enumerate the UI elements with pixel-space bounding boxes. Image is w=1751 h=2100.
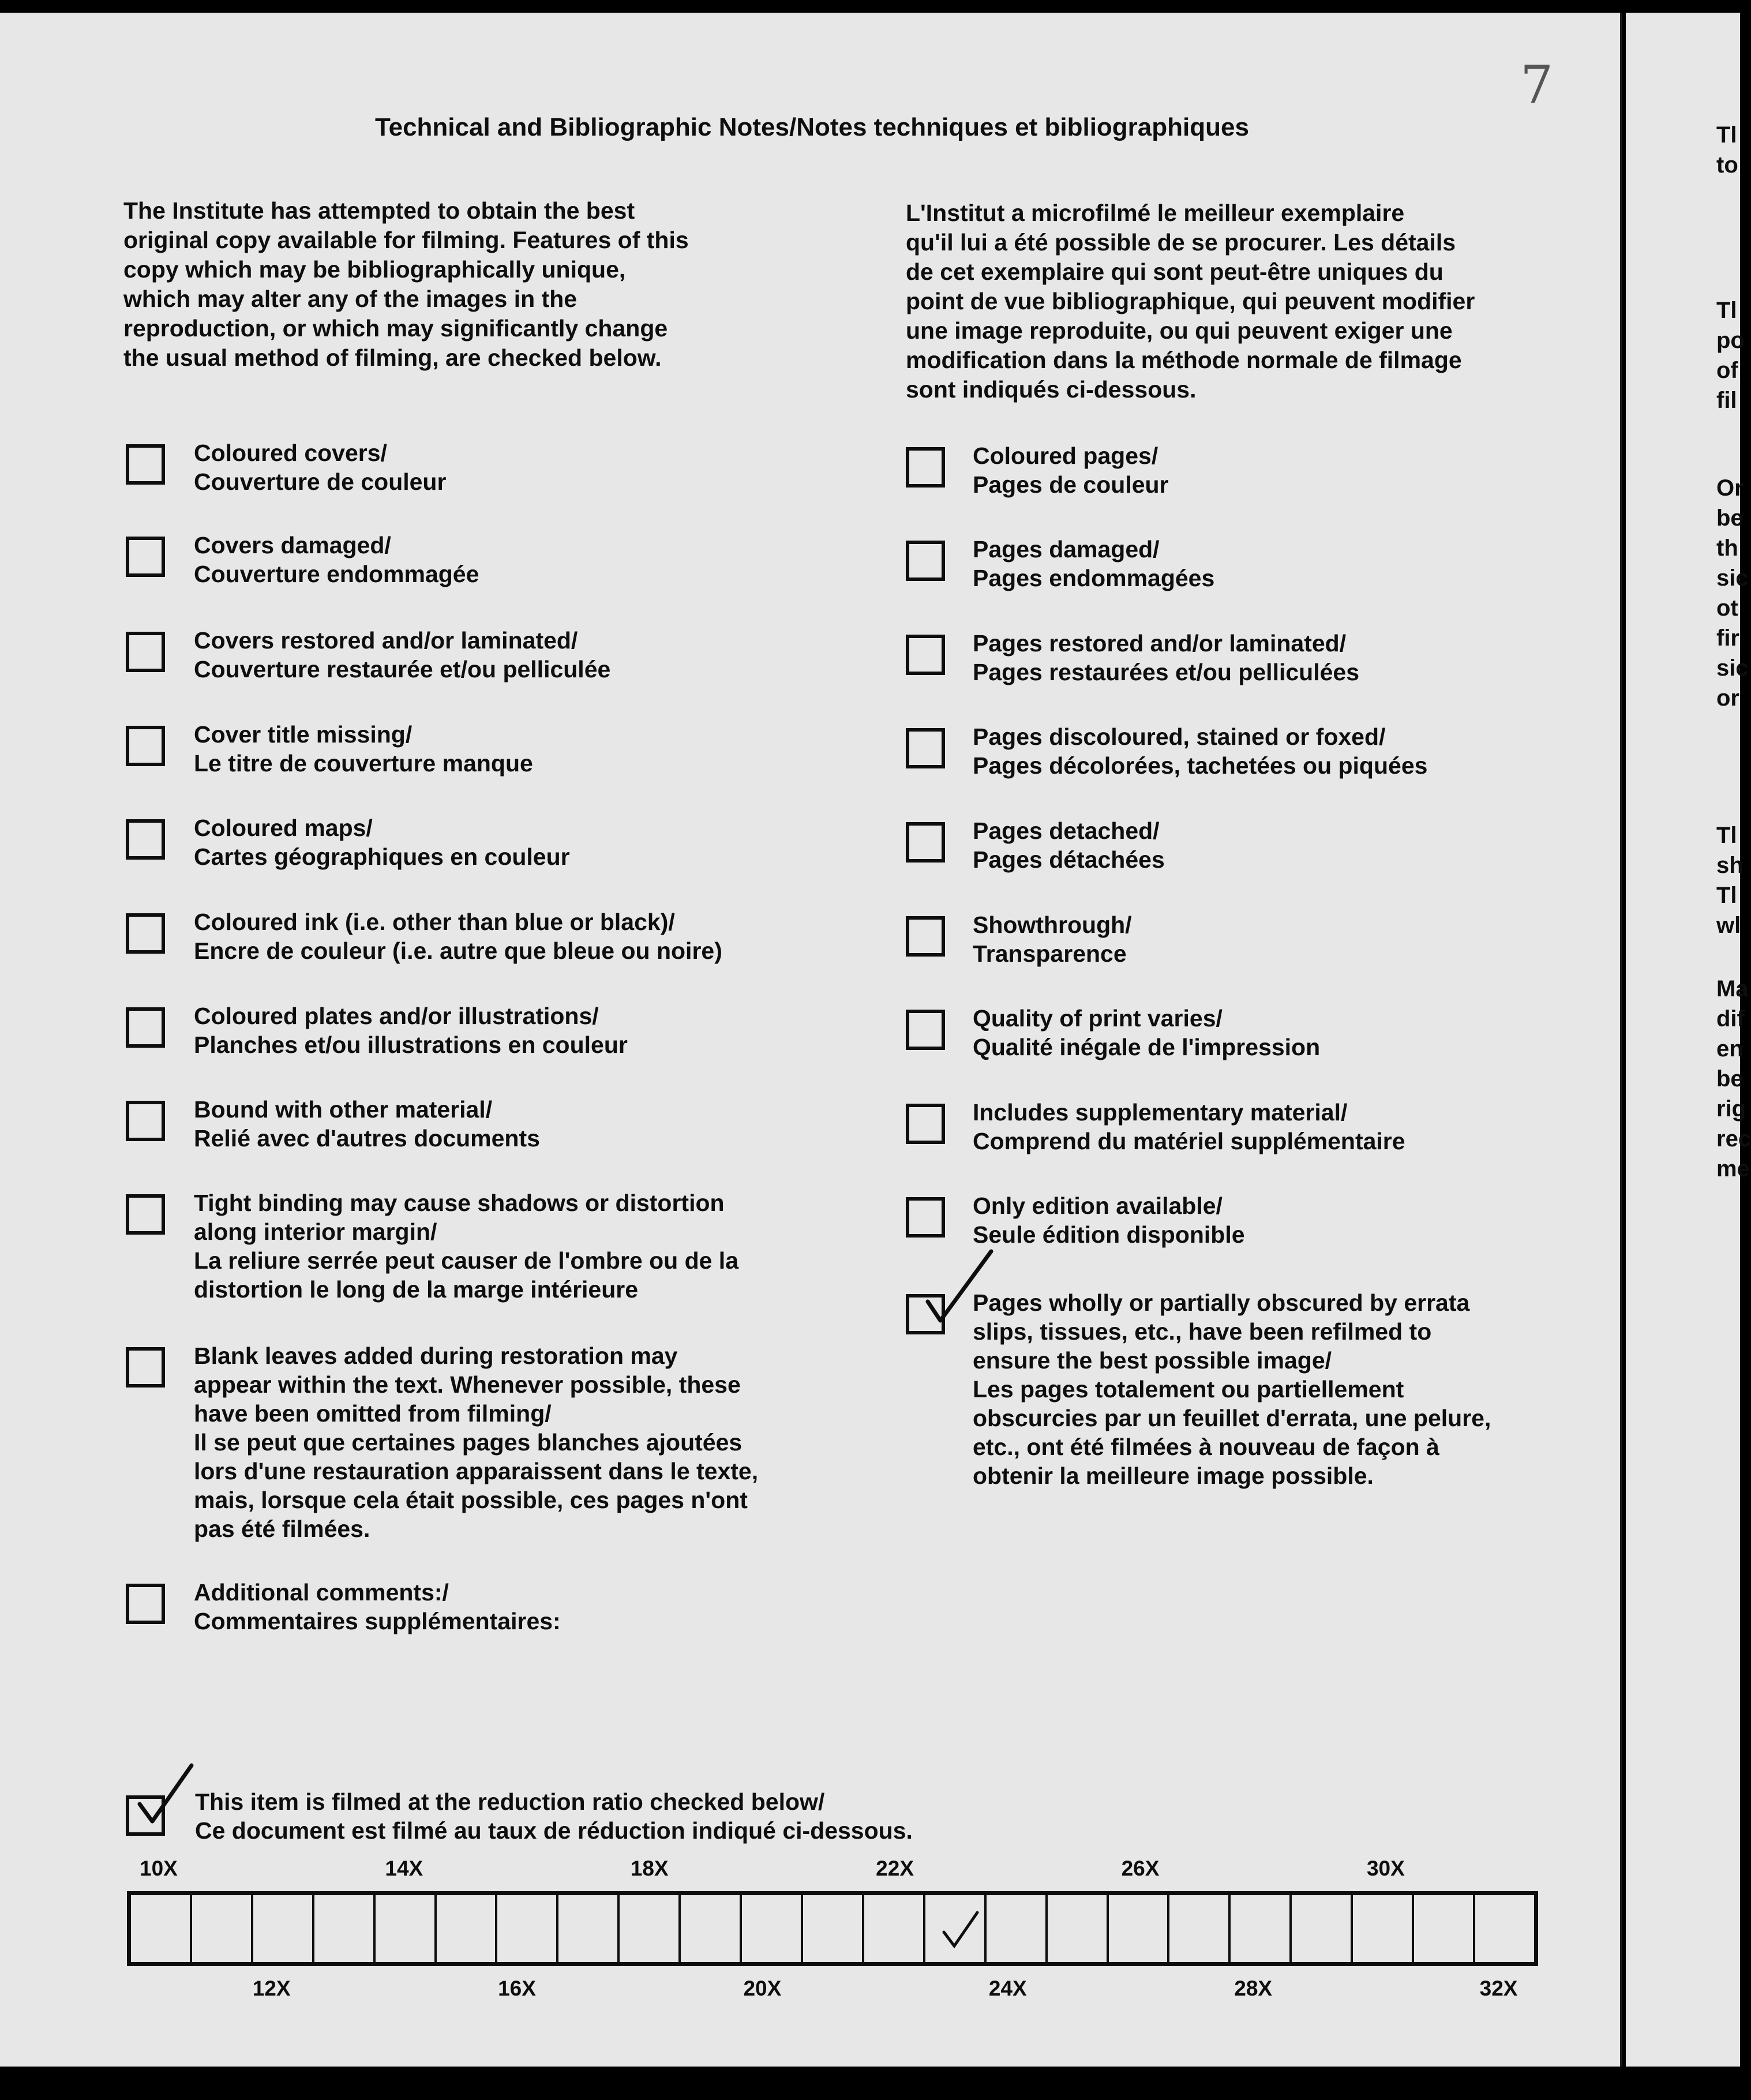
- strip-paragraph: [1716, 820, 1743, 940]
- intro-english: [123, 196, 689, 373]
- item-line: Blank leaves added during restoration may: [194, 1342, 678, 1369]
- intro-line: de cet exemplaire qui sont peut-être uniques du: [906, 258, 1443, 285]
- item-line: Encre de couleur (i.e. autre que bleue ou noire): [194, 937, 722, 964]
- checkbox[interactable]: [906, 1197, 945, 1238]
- intro-line: which may alter any of the images in the: [123, 286, 578, 312]
- item-line: Commentaires supplémentaires:: [194, 1608, 561, 1634]
- strip-line: me: [1716, 1156, 1750, 1182]
- intro-line: point de vue bibliographique, qui peuvent modifier: [906, 288, 1475, 314]
- item-line: Comprend du matériel supplémentaire: [973, 1128, 1405, 1154]
- item-line: Coloured ink (i.e. other than blue or black)/: [194, 909, 675, 935]
- intro-line: L'Institut a microfilmé le meilleur exemplaire: [906, 200, 1405, 226]
- item-line: Quality of print varies/: [973, 1005, 1223, 1032]
- checkbox[interactable]: [906, 1010, 945, 1050]
- strip-line: sic: [1716, 655, 1749, 681]
- item-line: lors d'une restauration apparaissent dans le texte,: [194, 1458, 759, 1484]
- checkbox[interactable]: [126, 726, 165, 766]
- item-line: Pages endommagées: [973, 565, 1215, 591]
- ratio-cell[interactable]: [1169, 1895, 1231, 1962]
- item-line: Pages discoloured, stained or foxed/: [973, 723, 1386, 750]
- ratio-cell[interactable]: [1414, 1895, 1475, 1962]
- ratio-cell[interactable]: [742, 1895, 803, 1962]
- strip-line: Tl: [1716, 883, 1737, 908]
- strip-line: or: [1716, 685, 1739, 711]
- strip-line: fir: [1716, 625, 1739, 651]
- item-line: Pages restored and/or laminated/: [973, 630, 1347, 657]
- checklist-item-label: [973, 1004, 1320, 1062]
- item-line: Planches et/ou illustrations en couleur: [194, 1032, 628, 1058]
- item-line: Coloured plates and/or illustrations/: [194, 1003, 599, 1029]
- item-line: Couverture restaurée et/ou pelliculée: [194, 656, 611, 682]
- ratio-cell[interactable]: [1475, 1895, 1534, 1962]
- check-mark-icon: [933, 1903, 985, 1955]
- intro-line: the usual method of filming, are checked below.: [123, 344, 662, 371]
- checklist-item-label: [194, 1578, 561, 1636]
- ratio-cell[interactable]: [803, 1895, 864, 1962]
- strip-paragraph: [1716, 295, 1745, 415]
- item-line: Cover title missing/: [194, 721, 413, 748]
- checkbox[interactable]: [126, 444, 165, 485]
- ratio-cell[interactable]: [131, 1895, 192, 1962]
- item-line: Il se peut que certaines pages blanches ajoutées: [194, 1429, 743, 1456]
- checkbox[interactable]: [906, 728, 945, 768]
- strip-line: fil: [1716, 388, 1737, 413]
- ratio-cell[interactable]: [437, 1895, 498, 1962]
- item-line: have been omitted from filming/: [194, 1400, 552, 1427]
- reduction-label: [195, 1787, 913, 1845]
- item-line: pas été filmées.: [194, 1516, 370, 1542]
- ratio-cell[interactable]: [253, 1895, 314, 1962]
- ratio-cell[interactable]: [1109, 1895, 1170, 1962]
- strip-line: Or: [1716, 475, 1743, 501]
- checklist-item-label: [194, 907, 722, 965]
- checklist-item-label: [973, 441, 1169, 499]
- intro-line: original copy available for filming. Features of this: [123, 227, 689, 253]
- strip-paragraph: [1716, 974, 1751, 1184]
- ratio-label-bottom: 12X: [252, 1977, 291, 2000]
- checklist-item-label: [194, 626, 610, 684]
- strip-line: th: [1716, 535, 1738, 561]
- intro-line: copy which may be bibliographically unique,: [123, 256, 626, 283]
- item-line: appear within the text. Whenever possible, these: [194, 1371, 741, 1398]
- strip-line: be: [1716, 505, 1743, 531]
- item-line: Les pages totalement ou partiellement: [973, 1376, 1404, 1402]
- ratio-cell[interactable]: [620, 1895, 681, 1962]
- corner-mark: 7: [1520, 55, 1554, 115]
- strip-line: of: [1716, 358, 1738, 383]
- checkbox[interactable]: [906, 1104, 945, 1144]
- strip-line: dif: [1716, 1006, 1745, 1032]
- item-line: Coloured pages/: [973, 442, 1158, 469]
- checkbox[interactable]: [126, 537, 165, 577]
- checklist-item-label: [973, 1098, 1405, 1156]
- strip-line: Ma: [1716, 976, 1749, 1002]
- checklist-item-label: [973, 1191, 1245, 1249]
- checklist-item-label: [973, 910, 1132, 968]
- item-line: Pages détachées: [973, 846, 1165, 873]
- ratio-label-top: 10X: [140, 1857, 178, 1880]
- ratio-cell[interactable]: [314, 1895, 376, 1962]
- ratio-label-bottom: 16X: [498, 1977, 536, 2000]
- page-title: Technical and Bibliographic Notes/Notes techniques et bibliographiques: [375, 113, 1249, 141]
- checklist-item-label: [194, 1095, 540, 1153]
- checklist-item-label: [973, 816, 1165, 874]
- strip-line: sic: [1716, 565, 1749, 591]
- item-line: slips, tissues, etc., have been refilmed to: [973, 1318, 1432, 1345]
- checkbox[interactable]: [126, 1007, 165, 1048]
- reduction-line: This item is filmed at the reduction ratio checked below/: [195, 1788, 825, 1815]
- check-mark-icon: [128, 1761, 197, 1830]
- checkbox[interactable]: [126, 913, 165, 954]
- item-line: Only edition available/: [973, 1192, 1223, 1219]
- item-line: Additional comments:/: [194, 1579, 449, 1606]
- ratio-cell[interactable]: [1231, 1895, 1292, 1962]
- checkbox[interactable]: [906, 822, 945, 862]
- strip-line: to: [1716, 152, 1738, 178]
- ratio-cell[interactable]: [1048, 1895, 1109, 1962]
- ratio-cell[interactable]: [192, 1895, 253, 1962]
- ratio-label-bottom: 28X: [1234, 1977, 1273, 2000]
- ratio-cell[interactable]: [987, 1895, 1048, 1962]
- checklist-item-label: [973, 722, 1427, 780]
- checklist-item-label: [973, 535, 1214, 592]
- intro-line: une image reproduite, ou qui peuvent exiger une: [906, 317, 1453, 344]
- ratio-label-top: 22X: [876, 1857, 914, 1880]
- checkbox[interactable]: [126, 1347, 165, 1387]
- item-line: distortion le long de la marge intérieure: [194, 1276, 639, 1303]
- item-line: obtenir la meilleure image possible.: [973, 1462, 1374, 1489]
- item-line: La reliure serrée peut causer de l'ombre ou de la: [194, 1247, 739, 1274]
- item-line: Transparence: [973, 940, 1127, 967]
- checkbox[interactable]: [126, 1584, 165, 1624]
- strip-line: en: [1716, 1036, 1743, 1062]
- intro-line: The Institute has attempted to obtain the best: [123, 197, 635, 224]
- ratio-label-top: 26X: [1121, 1857, 1160, 1880]
- strip-line: wl: [1716, 913, 1741, 938]
- checkbox[interactable]: [906, 447, 945, 487]
- strip-paragraph: [1716, 120, 1738, 180]
- item-line: Cartes géographiques en couleur: [194, 843, 570, 870]
- item-line: Couverture endommagée: [194, 561, 479, 587]
- strip-line: be: [1716, 1066, 1743, 1092]
- ratio-label-top: 14X: [385, 1857, 423, 1880]
- item-line: Seule édition disponible: [973, 1221, 1245, 1248]
- strip-line: Tl: [1716, 823, 1737, 848]
- item-line: Pages décolorées, tachetées ou piquées: [973, 752, 1428, 779]
- intro-line: modification dans la méthode normale de filmage: [906, 347, 1462, 373]
- ratio-label-top: 30X: [1366, 1857, 1405, 1880]
- item-line: Showthrough/: [973, 912, 1132, 938]
- checkbox[interactable]: [906, 541, 945, 581]
- ratio-cell[interactable]: [497, 1895, 558, 1962]
- checklist-item-label: [194, 1341, 758, 1543]
- checklist-item-label: [194, 1188, 738, 1304]
- item-line: Coloured covers/: [194, 440, 387, 466]
- item-line: Couverture de couleur: [194, 468, 447, 495]
- checklist-item-label: [194, 531, 479, 588]
- ratio-cell[interactable]: [1292, 1895, 1353, 1962]
- intro-french: [906, 198, 1475, 404]
- ratio-label-top: 18X: [630, 1857, 669, 1880]
- item-line: Tight binding may cause shadows or distortion: [194, 1190, 725, 1216]
- item-line: Pages de couleur: [973, 471, 1169, 498]
- strip-line: rec: [1716, 1126, 1751, 1152]
- strip-paragraph: [1716, 473, 1749, 713]
- checklist-item-label: [194, 438, 446, 496]
- strip-line: ot: [1716, 595, 1738, 621]
- checkbox[interactable]: [126, 1194, 165, 1235]
- checklist-item-label: [194, 813, 570, 871]
- strip-line: Tl: [1716, 122, 1737, 148]
- checkbox[interactable]: [906, 916, 945, 957]
- item-line: mais, lorsque cela était possible, ces pages n'ont: [194, 1487, 748, 1513]
- strip-line: sh: [1716, 853, 1743, 878]
- item-line: Pages detached/: [973, 817, 1160, 844]
- checkbox[interactable]: [126, 1101, 165, 1141]
- item-line: Includes supplementary material/: [973, 1099, 1348, 1126]
- item-line: Pages restaurées et/ou pelliculées: [973, 659, 1359, 685]
- checklist-item-label: [194, 1002, 628, 1059]
- item-line: Relié avec d'autres documents: [194, 1125, 540, 1152]
- checkbox[interactable]: [126, 819, 165, 860]
- item-line: Le titre de couverture manque: [194, 750, 533, 777]
- item-line: along interior margin/: [194, 1218, 437, 1245]
- strip-line: Tl: [1716, 298, 1737, 323]
- intro-line: sont indiqués ci-dessous.: [906, 376, 1197, 403]
- item-line: Covers restored and/or laminated/: [194, 627, 578, 654]
- reduction-ratio-grid: [127, 1891, 1538, 1966]
- item-line: Bound with other material/: [194, 1096, 493, 1123]
- checkbox[interactable]: [906, 635, 945, 675]
- reduction-line: Ce document est filmé au taux de réduction indiqué ci-dessous.: [195, 1817, 913, 1844]
- checklist-item-label: [194, 720, 533, 778]
- item-line: obscurcies par un feuillet d'errata, une pelure,: [973, 1405, 1491, 1431]
- strip-line: po: [1716, 328, 1745, 353]
- item-line: Qualité inégale de l'impression: [973, 1034, 1321, 1060]
- ratio-cell[interactable]: [558, 1895, 620, 1962]
- strip-line: rig: [1716, 1096, 1746, 1122]
- item-line: etc., ont été filmées à nouveau de façon à: [973, 1434, 1439, 1460]
- page-edge-line: [1620, 13, 1622, 2067]
- ratio-cell[interactable]: [1353, 1895, 1414, 1962]
- ratio-cell[interactable]: [681, 1895, 742, 1962]
- ratio-cell[interactable]: [864, 1895, 925, 1962]
- ratio-label-bottom: 24X: [988, 1977, 1027, 2000]
- ratio-label-bottom: 20X: [743, 1977, 782, 2000]
- item-line: Pages wholly or partially obscured by errata: [973, 1289, 1470, 1316]
- item-line: ensure the best possible image/: [973, 1347, 1332, 1374]
- item-line: Pages damaged/: [973, 536, 1160, 562]
- checkbox[interactable]: [126, 632, 165, 672]
- item-line: Covers damaged/: [194, 532, 391, 558]
- ratio-cell[interactable]: [925, 1895, 987, 1962]
- intro-line: reproduction, or which may significantly change: [123, 315, 668, 342]
- ratio-cell[interactable]: [376, 1895, 437, 1962]
- checklist-item-label: [973, 629, 1359, 687]
- ratio-label-bottom: 32X: [1479, 1977, 1518, 2000]
- checklist-item-label: [973, 1288, 1491, 1490]
- item-line: Coloured maps/: [194, 815, 373, 841]
- intro-line: qu'il lui a été possible de se procurer. Les détails: [906, 229, 1456, 256]
